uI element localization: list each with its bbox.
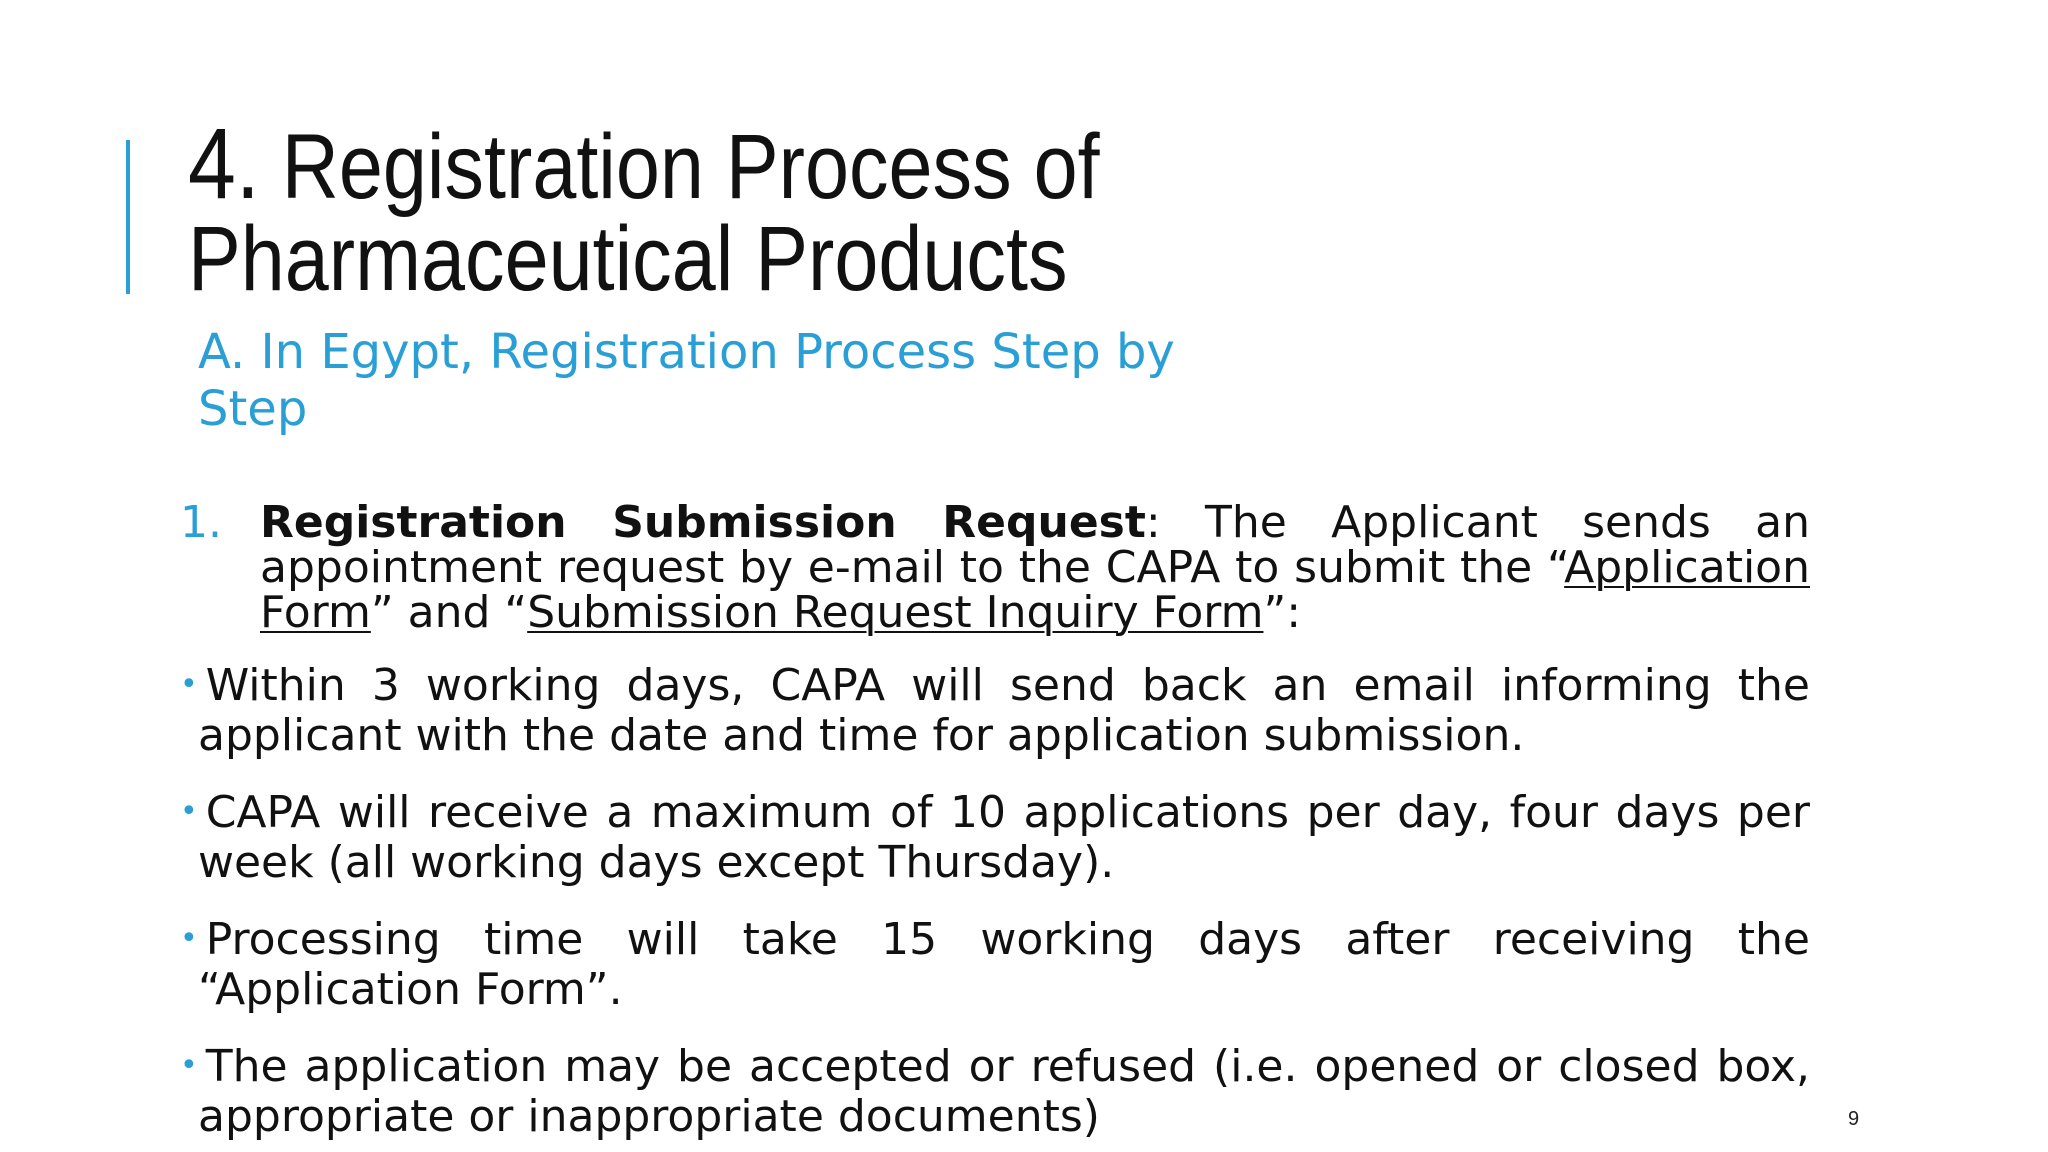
submission-request-inquiry-form-link[interactable]: Submission Request Inquiry Form [527,587,1264,638]
numbered-colon: : [1145,497,1161,548]
bullet-text: Within 3 working days, CAPA will send back an email informing the applicant with the date and time for application submission. [198,660,1810,761]
bullet-text: CAPA will receive a maximum of 10 applications per day, four days per week (all working days except Thursday). [198,787,1810,888]
application-form-link[interactable]: Application Form [260,542,1810,638]
slide-body [180,497,1810,1152]
numbered-text-3: ”: [1263,587,1302,638]
numbered-item-1 [180,497,1810,638]
numbered-text-1: The Applicant sends an appointment request by e-mail to the CAPA to submit the “ [260,497,1810,593]
title-number: 4. [188,108,260,220]
bullet-item-3 [180,914,1810,1015]
bullet-dot-icon: • [180,667,198,702]
bullet-dot-icon: • [180,794,198,829]
numbered-bold-lead: Registration Submission Request [260,497,1146,548]
slide-subtitle: A. In Egypt, Registration Process Step by Step [198,324,1175,437]
title-text: Registration Process of Pharmaceutical Products [188,116,1100,310]
numbered-text-2: ” and “ [370,587,528,638]
slide-title [188,108,1650,310]
numbered-marker: 1. [180,497,222,548]
page-number: 9 [1848,1108,1860,1130]
bullet-dot-icon: • [180,1048,198,1083]
bullet-text: Processing time will take 15 working days after receiving the “Application Form”. [198,914,1810,1015]
bullet-item-4 [180,1041,1810,1142]
bullet-text: The application may be accepted or refused (i.e. opened or closed box, appropriate or inappropriate documents) [198,1041,1810,1142]
bullet-item-2 [180,787,1810,888]
title-accent-bar [126,140,130,294]
bullet-dot-icon: • [180,921,198,956]
bullet-item-1 [180,660,1810,761]
